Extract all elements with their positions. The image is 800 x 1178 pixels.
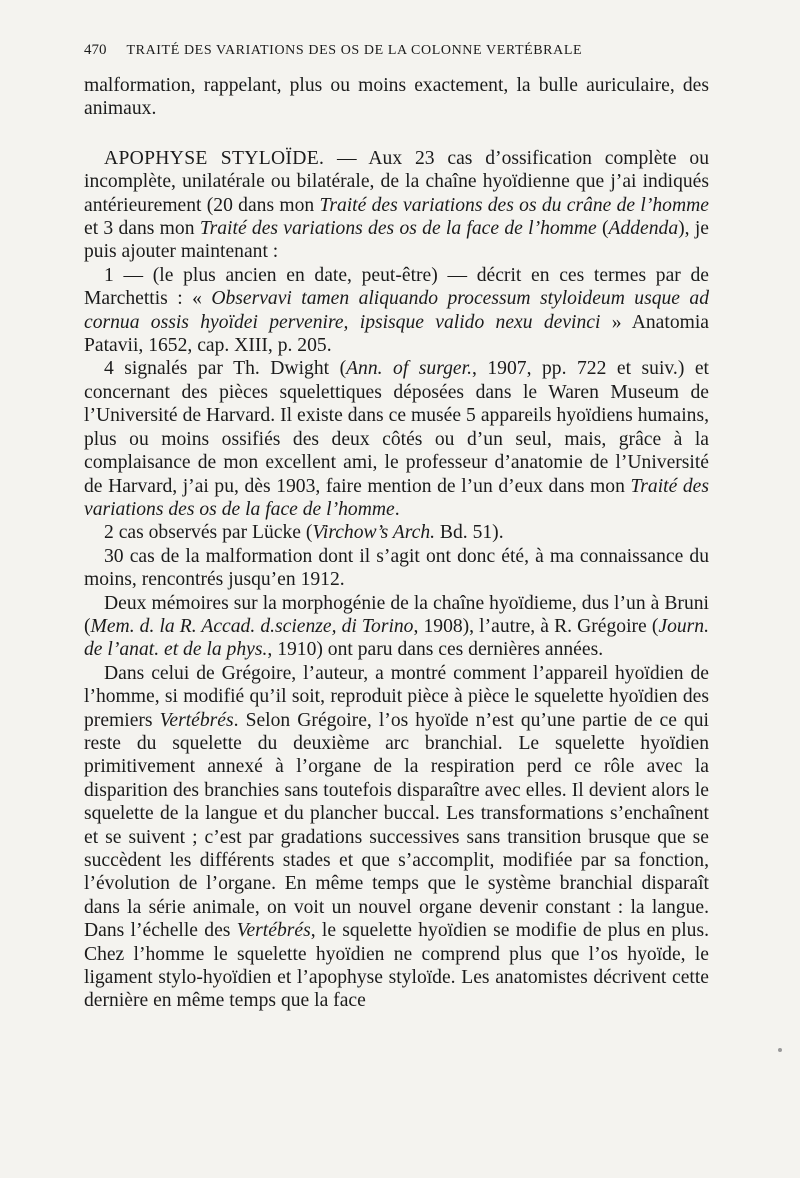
- cited-work: Traité des variations des os de la face de l’homme: [84, 475, 709, 520]
- paragraph-lucke: 2 cas observés par Lücke (Virchow’s Arch. Bd. 51).: [104, 522, 504, 544]
- paragraph-continuation: malformation, rappelant, plus ou moins exactement, la bulle auriculaire, des animaux.: [84, 75, 709, 120]
- running-title: TRAITÉ DES VARIATIONS DES OS DE LA COLONNE VERTÉBRALE: [126, 43, 583, 58]
- paragraph-marchettis: 1 — (le plus ancien en date, peut-être) — décrit en ces termes par de Marchettis : « Observavi tamen aliquando processum styloideum usque ad cornua ossis hyoïdei pervenire, ipsisque valido nexu devinci » Anatomia Patavii, 1652, cap. XIII, p. 205.: [84, 264, 710, 357]
- paragraph-total-cases: 30 cas de la malformation dont il s’agit ont donc été, à ma connaissance du moins, rencontrés jusqu’en 1912.: [84, 545, 709, 591]
- running-header: [84, 42, 724, 59]
- paragraph-styloid-intro: APOPHYSE STYLOÏDE. — Aux 23 cas d’ossification complète ou incomplète, unilatérale ou bilatérale, de la chaîne hyoïdienne que j’ai indiqués antérieurement (20 dans mon Traité des variations des os du crâne de l’homme et 3 dans mon Traité des variations des os de la face de l’homme (Addenda), je puis ajouter maintenant :: [84, 147, 709, 263]
- cited-work: Traité des variations des os de la face de l’homme: [199, 218, 597, 240]
- paragraph-dwight: 4 signalés par Th. Dwight (Ann. of surger., 1907, pp. 722 et suiv.) et concernant des pièces squelettiques déposées dans le Waren Museum de l’Université de Harvard. Il existe dans ce musée 5 appareils hyoïdiens humains, plus ou moins ossifiés des deux côtés ou d’un seul, mais, grâce à la complaisance de mon excellent ami, le professeur d’anatomie de l’Université de Harvard, j’ai pu, dès 1903, faire mention de l’un d’eux dans mon Traité des variations des os de la face de l’homme.: [84, 358, 709, 520]
- section-heading: APOPHYSE STYLOÏDE.: [104, 147, 325, 169]
- latin-quote: Observavi tamen aliquando processum styloideum usque ad cornua ossis hyoïdei pervenire, ipsisque valido nexu devinci: [84, 288, 710, 333]
- body-text: [84, 74, 709, 1013]
- cited-work: Traité des variations des os du crâne de l’homme: [319, 194, 709, 216]
- paragraph-memoirs: Deux mémoires sur la morphogénie de la chaîne hyoïdieme, dus l’un à Bruni (Mem. d. la R. Accad. d.scienze, di Torino, 1908), l’autre, à R. Grégoire (Journ. de l’anat. et de la phys., 1910) ont paru dans ces dernières années.: [84, 592, 709, 661]
- page-number: 470: [84, 42, 107, 58]
- paragraph-gregoire: Dans celui de Grégoire, l’auteur, a montré comment l’appareil hyoïdien de l’homme, si modifié qu’il soit, reproduit pièce à pièce le squelette hyoïdien des premiers Vertébrés. Selon Grégoire, l’os hyoïde n’est qu’une partie de ce qui reste du squelette du deuxième arc branchial. Le squelette hyoïdien primitivement annexé à l’organe de la respiration perd ce rôle avec la disparition des branchies sans toutefois disparaître avec elles. Il devient alors le squelette de la langue et du plancher buccal. Les transformations s’enchaînent et se suivent ; c’est par gradations successives sans transition brusque que se succèdent les différents stades et que s’accomplit, modifiée par sa fonction, l’évolution de l’organe. En même temps que le système branchial disparaît dans la série animale, on voit un nouvel organe devenir constant : la langue. Dans l’échelle des Vertébrés, le squelette hyoïdien se modifie de plus en plus. Chez l’homme le squelette hyoïdien ne comprend plus que l’os hyoïde, le ligament stylo-hyoïdien et l’apophyse styloïde. Les anatomistes décrivent cette dernière en même temps que la face: [84, 662, 709, 1012]
- margin-speck: [778, 1048, 782, 1052]
